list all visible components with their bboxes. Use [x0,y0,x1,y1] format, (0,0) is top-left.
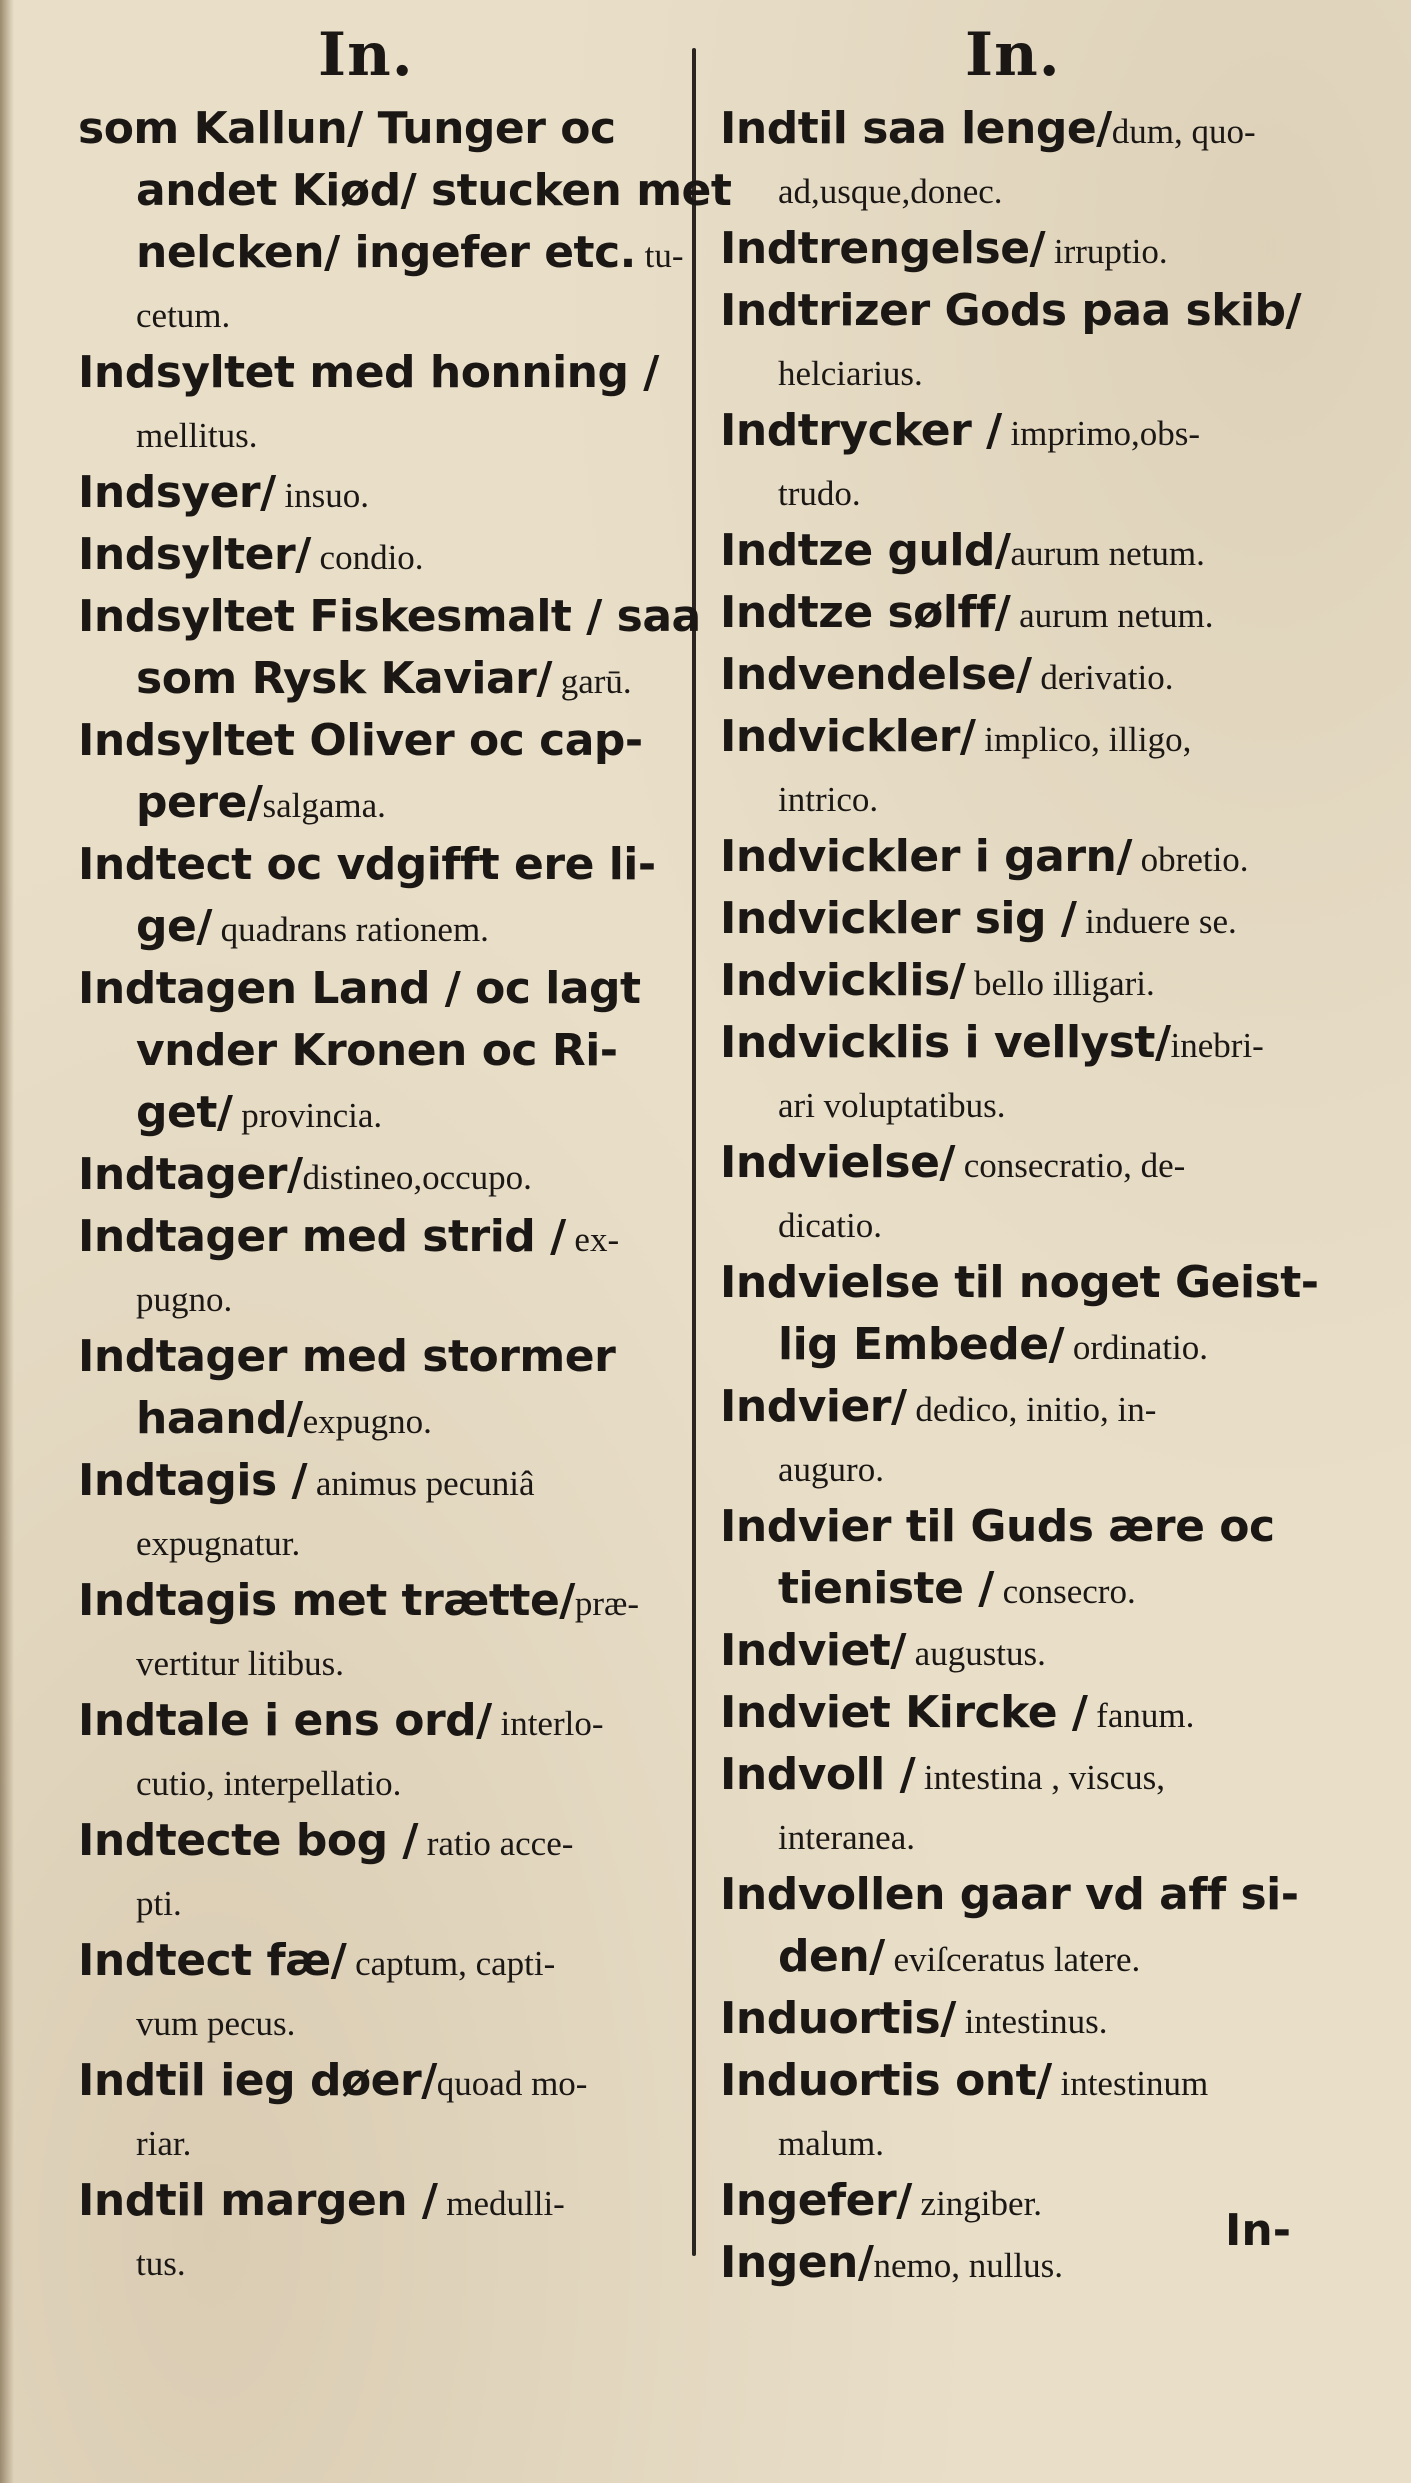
headword-danish: Indtil ieg døer/ [78,2055,437,2106]
latin-gloss: animus pecuniâ [307,1464,535,1503]
entry-line [720,98,1345,160]
latin-gloss: pugno. [136,1280,233,1319]
entry-line [720,1620,1345,1682]
latin-gloss: dedico, initio, in- [906,1390,1157,1429]
entry-line [78,586,701,648]
latin-gloss: tu- [635,236,684,275]
dictionary-entry [720,644,1345,706]
dictionary-entry [78,462,678,524]
dictionary-entry [720,706,1345,826]
headword-danish: vnder Kronen oc Ri- [136,1025,618,1076]
latin-gloss: mellitus. [136,416,258,455]
latin-gloss: derivatio. [1031,658,1174,697]
latin-gloss: imprimo,obs- [1001,414,1201,453]
headword-danish: Indtagis / [78,1455,308,1506]
entry-line [78,98,678,160]
latin-gloss: interanea. [778,1818,915,1857]
dictionary-entry [78,710,678,834]
headword-danish: get/ [136,1087,233,1138]
headword-danish: Indsyltet Oliver oc cap- [78,715,643,766]
latin-gloss: aurum netum. [1010,596,1214,635]
entry-line [78,1930,678,1992]
entry-line [720,1074,1345,1132]
column-divider [692,48,696,2256]
headword-danish: lig Embede/ [778,1319,1065,1370]
entry-line [720,1314,1345,1376]
dictionary-entry [720,1252,1345,1376]
headword-danish: Induortis/ [720,1993,956,2044]
right-column [720,98,1345,2294]
latin-gloss: malum. [778,2124,884,2163]
entry-line [720,462,1345,520]
latin-gloss: vertitur litibus. [136,1644,345,1683]
latin-gloss: captum, capti- [346,1944,556,1983]
running-head-left: In. [318,20,414,90]
dictionary-entry [720,1496,1345,1620]
entry-line [720,1376,1345,1438]
entry-line [720,1682,1345,1744]
entry-line [78,1388,678,1450]
headword-danish: andet Kiød/ stucken met [136,165,732,216]
entry-line [78,834,678,896]
latin-gloss: fanum. [1087,1696,1195,1735]
latin-gloss: intestinus. [955,2002,1108,2041]
headword-danish: Indvielse til noget Geist- [720,1257,1319,1308]
latin-gloss: intrico. [778,780,879,819]
latin-gloss: inebri- [1170,1026,1264,1065]
entry-line [720,1926,1345,1988]
latin-gloss: intestina , viscus, [915,1758,1165,1797]
entry-line [78,1020,678,1082]
entry-line [720,1496,1345,1558]
headword-danish: Indtil saa lenge/ [720,103,1112,154]
entry-line [78,1326,678,1388]
dictionary-entry [78,1206,678,1326]
dictionary-entry [720,888,1345,950]
latin-gloss: expugnatur. [136,1524,301,1563]
headword-danish: pere/ [136,777,263,828]
dictionary-entry [720,520,1345,582]
entry-line [78,1206,678,1268]
latin-gloss: interlo- [491,1704,604,1743]
latin-gloss: aurum netum. [1010,534,1205,573]
headword-danish: Indvendelse/ [720,649,1032,700]
entry-line [78,1570,678,1632]
headword-danish: Indtale i ens ord/ [78,1695,492,1746]
headword-danish: Indtager/ [78,1149,303,1200]
latin-gloss: ordinatio. [1064,1328,1209,1367]
dictionary-entry [78,1930,678,2050]
headword-danish: Indsylter/ [78,529,311,580]
latin-gloss: irruptio. [1045,232,1168,271]
headword-danish: Indvier til Guds ære oc [720,1501,1275,1552]
entry-line [720,768,1345,826]
entry-line [78,1268,678,1326]
headword-danish: haand/ [136,1393,303,1444]
entry-line [720,218,1345,280]
latin-gloss: implico, illigo, [975,720,1192,759]
dictionary-entry [720,1988,1345,2050]
entry-line [720,706,1345,768]
entry-line [720,1252,1345,1314]
dictionary-entry [720,1132,1345,1252]
latin-gloss: præ- [574,1584,640,1623]
entry-line [720,1806,1345,1864]
dictionary-entry [720,826,1345,888]
entry-line [720,644,1345,706]
entry-line [720,1864,1345,1926]
latin-gloss: helciarius. [778,354,923,393]
entry-line [78,284,678,342]
dictionary-entry [720,98,1345,218]
headword-danish: Indviet/ [720,1625,906,1676]
entry-line [78,524,678,586]
entry-line [78,1450,678,1512]
headword-danish: Indviet Kircke / [720,1687,1088,1738]
entry-line [78,1992,678,2050]
headword-danish: Indtze sølff/ [720,587,1011,638]
entry-line [720,1132,1345,1194]
entry-line [720,950,1345,1012]
entry-line [78,1512,678,1570]
entry-line [78,2050,678,2112]
entry-line [78,1810,678,1872]
headword-danish: Indsyltet Fiskesmalt / saa [78,591,701,642]
latin-gloss: distineo,occupo. [302,1158,532,1197]
latin-gloss: dicatio. [778,1206,882,1245]
entry-line [720,400,1345,462]
headword-danish: Indvickler/ [720,711,976,762]
headword-danish: Indtager med strid / [78,1211,566,1262]
headword-danish: Indvollen gaar vd aff si- [720,1869,1299,1920]
entry-line [78,710,678,772]
dictionary-entry [720,218,1345,280]
latin-gloss: zingiber. [911,2184,1043,2223]
headword-danish: ge/ [136,901,212,952]
entry-line [720,826,1345,888]
latin-gloss: cutio, interpellatio. [136,1764,402,1803]
headword-danish: Indtze guld/ [720,525,1011,576]
entry-line [78,1872,678,1930]
headword-danish: Indvielse/ [720,1137,955,1188]
dictionary-entry [78,98,732,342]
entry-line [78,2170,678,2232]
entry-line [78,342,678,404]
latin-gloss: trudo. [778,474,861,513]
headword-danish: Indtect fæ/ [78,1935,347,1986]
dictionary-entry [78,1690,678,1810]
latin-gloss: ratio acce- [417,1824,574,1863]
headword-danish: Indvickler sig / [720,893,1077,944]
dictionary-entry [720,2050,1345,2170]
dictionary-entry [78,1144,678,1206]
entry-line [720,2050,1345,2112]
headword-danish: Induortis ont/ [720,2055,1052,2106]
entry-line [78,462,678,524]
entry-line [78,648,678,710]
dictionary-entry [78,1570,678,1690]
entry-line [78,160,732,222]
latin-gloss: bello illigari. [965,964,1155,1003]
dictionary-entry [78,1450,678,1570]
dictionary-entry [720,1376,1345,1496]
entry-line [720,280,1345,342]
dictionary-entry [720,1012,1345,1132]
latin-gloss: cetum. [136,296,231,335]
latin-gloss: eviſceratus latere. [884,1940,1141,1979]
latin-gloss: dum, quo- [1111,112,1256,151]
dictionary-entry [78,1326,678,1450]
latin-gloss: intestinum [1051,2064,1209,2103]
dictionary-entry [78,586,701,710]
entry-line [720,1558,1345,1620]
latin-gloss: riar. [136,2124,192,2163]
latin-gloss: quadrans rationem. [211,910,489,949]
entry-line [720,2112,1345,2170]
dictionary-entry [78,342,678,462]
entry-line [720,160,1345,218]
dictionary-entry [78,834,678,958]
latin-gloss: nemo, nullus. [873,2246,1064,2285]
latin-gloss: condio. [310,538,424,577]
dictionary-entry [720,582,1345,644]
latin-gloss: obretio. [1131,840,1249,879]
entry-line [720,1988,1345,2050]
latin-gloss: consecro. [993,1572,1136,1611]
headword-danish: Indtil margen / [78,2175,438,2226]
entry-line [78,772,678,834]
headword-danish: Indvier/ [720,1381,907,1432]
headword-danish: som Kallun/ Tunger oc [78,103,616,154]
entry-line [720,1194,1345,1252]
latin-gloss: ad,usque,donec. [778,172,1003,211]
dictionary-entry [720,1864,1345,1988]
headword-danish: Indtrengelse/ [720,223,1046,274]
entry-line [720,1438,1345,1496]
entry-line [78,1082,678,1144]
headword-danish: Ingefer/ [720,2175,912,2226]
latin-gloss: ari voluptatibus. [778,1086,1006,1125]
headword-danish: Indvoll / [720,1749,916,1800]
entry-line [78,404,678,462]
headword-danish: som Rysk Kaviar/ [136,653,552,704]
entry-line [78,896,678,958]
dictionary-entry [78,2170,678,2290]
headword-danish: Indsyltet med honning / [78,347,659,398]
entry-line [720,520,1345,582]
latin-gloss: insuo. [275,476,370,515]
entry-line [78,1144,678,1206]
headword-danish: Ingen/ [720,2237,874,2288]
latin-gloss: consecratio, de- [954,1146,1186,1185]
headword-danish: Indvicklis i vellyst/ [720,1017,1171,1068]
headword-danish: den/ [778,1931,885,1982]
latin-gloss: garū. [551,662,632,701]
headword-danish: Indtager med stormer [78,1331,616,1382]
latin-gloss: pti. [136,1884,182,1923]
headword-danish: Indtrizer Gods paa skib/ [720,285,1302,336]
dictionary-entry [78,2050,678,2170]
dictionary-entry [720,950,1345,1012]
dictionary-entry [720,1744,1345,1864]
entry-line [78,222,684,284]
entry-line [78,1690,678,1752]
running-head-right: In. [965,20,1061,90]
headword-danish: Indtagen Land / oc lagt [78,963,641,1014]
dictionary-entry [720,1682,1345,1744]
headword-danish: Indtagis met trætte/ [78,1575,575,1626]
entry-line [720,582,1345,644]
latin-gloss: medulli- [437,2184,565,2223]
latin-gloss: auguro. [778,1450,884,1489]
page-edge-shadow [0,0,14,2483]
dictionary-entry [78,524,678,586]
dictionary-entry [720,280,1345,400]
entry-line [78,2112,678,2170]
dictionary-entry [720,1620,1345,1682]
headword-danish: Indvicklis/ [720,955,966,1006]
latin-gloss: expugno. [302,1402,432,1441]
entry-line [720,342,1345,400]
latin-gloss: quoad mo- [436,2064,588,2103]
headword-danish: Indtecte bog / [78,1815,418,1866]
latin-gloss: ex- [565,1220,620,1259]
entry-line [78,1752,678,1810]
dictionary-entry [78,958,678,1144]
entry-line [720,1744,1345,1806]
entry-line [720,888,1345,950]
entry-line [78,2232,678,2290]
dictionary-entry [78,1810,678,1930]
headword-danish: Indvickler i garn/ [720,831,1132,882]
entry-line [720,1012,1345,1074]
headword-danish: Indsyer/ [78,467,276,518]
headword-danish: Indtrycker / [720,405,1002,456]
latin-gloss: induere se. [1076,902,1237,941]
latin-gloss: augustus. [905,1634,1046,1673]
headword-danish: nelcken/ ingefer etc. [136,227,636,278]
headword-danish: Indtect oc vdgifft ere li- [78,839,656,890]
latin-gloss: salgama. [262,786,386,825]
dictionary-entry [720,400,1345,520]
headword-danish: tieniste / [778,1563,994,1614]
latin-gloss: tus. [136,2244,186,2283]
entry-line [78,1632,678,1690]
latin-gloss: provincia. [232,1096,383,1135]
catchword: In- [1225,2205,1291,2256]
latin-gloss: vum pecus. [136,2004,296,2043]
left-column [78,98,732,2290]
entry-line [78,958,678,1020]
